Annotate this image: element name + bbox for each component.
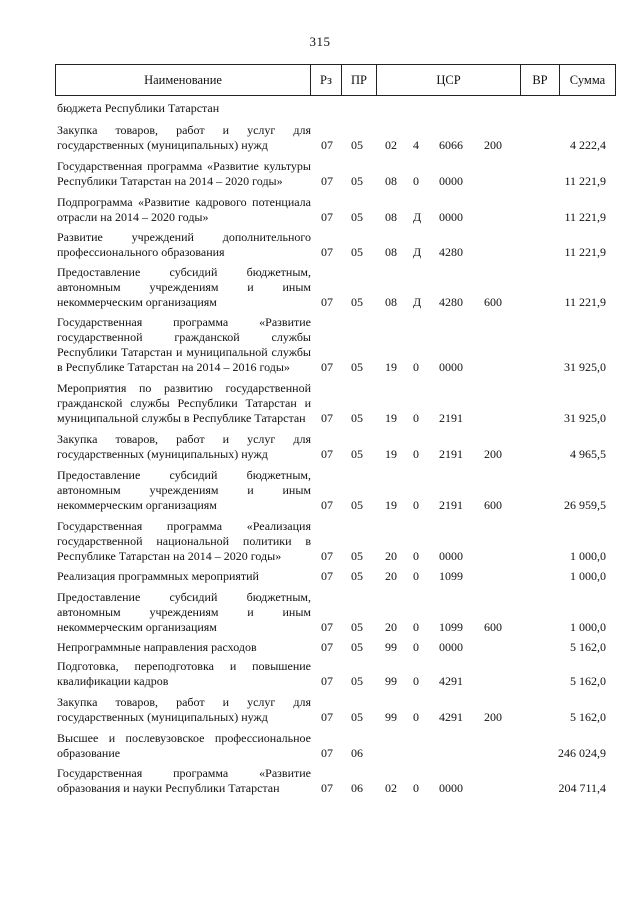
cell-csr-program: 08 (385, 295, 397, 309)
cell-csr-subprogram: Д (413, 210, 422, 224)
cell-csr-subprogram: 0 (413, 620, 419, 634)
table-body (55, 101, 616, 796)
cell-rz: 07 (321, 174, 333, 188)
cell-pr: 05 (351, 447, 363, 461)
cell-rz: 07 (321, 138, 333, 152)
cell-rz: 07 (321, 569, 333, 583)
cell-pr: 05 (351, 674, 363, 688)
cell-sum: 5 162,0 (570, 674, 606, 688)
row-name: Государственная программа «Развитие образования и науки Республики Татарстан (57, 766, 311, 795)
cell-csr-subprogram: 0 (413, 411, 419, 425)
row-name: Подготовка, переподготовка и повышение квалификации кадров (57, 659, 311, 688)
cell-pr: 05 (351, 498, 363, 512)
cell-rz: 07 (321, 620, 333, 634)
cell-vr: 600 (484, 295, 502, 309)
cell-sum: 26 959,5 (564, 498, 606, 512)
cell-rz: 07 (321, 295, 333, 309)
cell-csr-direction: 0000 (439, 781, 463, 795)
cell-pr: 05 (351, 710, 363, 724)
cell-pr: 05 (351, 360, 363, 374)
cell-csr-subprogram: 0 (413, 360, 419, 374)
cell-vr: 600 (484, 620, 502, 634)
table-row (55, 659, 616, 689)
cell-sum: 31 925,0 (564, 411, 606, 425)
cell-csr-direction: 4291 (439, 710, 463, 724)
cell-csr-program: 19 (385, 447, 397, 461)
cell-csr-program: 08 (385, 174, 397, 188)
cell-csr-program: 19 (385, 411, 397, 425)
cell-pr: 05 (351, 549, 363, 563)
cell-vr: 200 (484, 447, 502, 461)
cell-rz: 07 (321, 746, 333, 760)
table-row (55, 315, 616, 375)
cell-pr: 05 (351, 245, 363, 259)
row-name: Закупка товаров, работ и услуг для государственных (муниципальных) нужд (57, 123, 311, 152)
row-name: бюджета Республики Татарстан (57, 101, 220, 115)
cell-csr-subprogram: 0 (413, 174, 419, 188)
cell-rz: 07 (321, 781, 333, 795)
cell-vr: 200 (484, 138, 502, 152)
cell-csr-program: 99 (385, 640, 397, 654)
row-name: Мероприятия по развитию государственной гражданской службы Республики Татарстан и муниципальной службы в Республике Татарстан (57, 381, 311, 425)
cell-vr: 600 (484, 498, 502, 512)
cell-sum: 1 000,0 (570, 569, 606, 583)
row-name: Непрограммные направления расходов (57, 640, 257, 654)
cell-csr-direction: 1099 (439, 620, 463, 634)
cell-csr-subprogram: 0 (413, 674, 419, 688)
cell-pr: 05 (351, 411, 363, 425)
table-row (55, 590, 616, 635)
header-name: Наименование (55, 65, 311, 95)
table-row (55, 432, 616, 462)
cell-csr-direction: 0000 (439, 210, 463, 224)
cell-sum: 4 965,5 (570, 447, 606, 461)
table-row (55, 766, 616, 796)
cell-csr-program: 19 (385, 498, 397, 512)
cell-csr-program: 08 (385, 245, 397, 259)
row-name: Предоставление субсидий бюджетным, автономным учреждениям и иным некоммерческим организациям (57, 265, 311, 309)
row-name: Высшее и послевузовское профессиональное образование (57, 731, 311, 760)
table-row (55, 640, 616, 655)
cell-csr-direction: 0000 (439, 360, 463, 374)
table-row (55, 519, 616, 564)
cell-pr: 05 (351, 640, 363, 654)
row-name: Государственная программа «Реализация государственной национальной политики в Республике Татарстан на 2014 – 2020 годы» (57, 519, 311, 563)
cell-csr-program: 08 (385, 210, 397, 224)
cell-pr: 05 (351, 569, 363, 583)
cell-csr-subprogram: Д (413, 245, 422, 259)
cell-sum: 5 162,0 (570, 640, 606, 654)
cell-csr-program: 20 (385, 620, 397, 634)
cell-csr-program: 02 (385, 781, 397, 795)
cell-csr-program: 99 (385, 674, 397, 688)
cell-sum: 11 221,9 (564, 245, 606, 259)
header-csr: ЦСР (377, 65, 521, 95)
table-header (55, 64, 616, 96)
cell-csr-subprogram: 4 (413, 138, 419, 152)
cell-csr-direction: 4280 (439, 245, 463, 259)
cell-sum: 246 024,9 (558, 746, 606, 760)
header-sum: Сумма (560, 65, 616, 95)
table-row (55, 101, 616, 116)
cell-csr-program: 19 (385, 360, 397, 374)
cell-sum: 11 221,9 (564, 210, 606, 224)
row-name: Развитие учреждений дополнительного профессионального образования (57, 230, 311, 259)
table-row (55, 731, 616, 761)
table-row (55, 265, 616, 310)
row-name: Закупка товаров, работ и услуг для государственных (муниципальных) нужд (57, 432, 311, 461)
cell-rz: 07 (321, 447, 333, 461)
cell-csr-direction: 1099 (439, 569, 463, 583)
cell-pr: 05 (351, 295, 363, 309)
cell-csr-direction: 2191 (439, 447, 463, 461)
cell-rz: 07 (321, 411, 333, 425)
cell-csr-subprogram: 0 (413, 447, 419, 461)
cell-csr-program: 20 (385, 569, 397, 583)
cell-sum: 5 162,0 (570, 710, 606, 724)
cell-vr: 200 (484, 710, 502, 724)
table-row (55, 468, 616, 513)
cell-sum: 11 221,9 (564, 174, 606, 188)
cell-rz: 07 (321, 549, 333, 563)
cell-pr: 06 (351, 746, 363, 760)
cell-sum: 1 000,0 (570, 620, 606, 634)
cell-csr-direction: 0000 (439, 174, 463, 188)
cell-rz: 07 (321, 710, 333, 724)
cell-csr-program: 02 (385, 138, 397, 152)
row-name: Государственная программа «Развитие государственной гражданской службы Республики Татарстан и муниципальной службы в Республике Татарстан на 2014 – 2016 годы» (57, 315, 311, 374)
table-row (55, 230, 616, 260)
cell-csr-subprogram: Д (413, 295, 422, 309)
cell-csr-subprogram: 0 (413, 549, 419, 563)
row-name: Государственная программа «Развитие культуры Республики Татарстан на 2014 – 2020 годы» (57, 159, 311, 188)
cell-csr-direction: 2191 (439, 498, 463, 512)
row-name: Предоставление субсидий бюджетным, автономным учреждениям и иным некоммерческим организациям (57, 468, 311, 512)
table-row (55, 159, 616, 189)
cell-sum: 204 711,4 (558, 781, 606, 795)
header-rz: Рз (311, 65, 342, 95)
row-name: Предоставление субсидий бюджетным, автономным учреждениям и иным некоммерческим организациям (57, 590, 311, 634)
cell-rz: 07 (321, 210, 333, 224)
cell-sum: 11 221,9 (564, 295, 606, 309)
cell-csr-subprogram: 0 (413, 569, 419, 583)
cell-sum: 1 000,0 (570, 549, 606, 563)
cell-csr-direction: 0000 (439, 549, 463, 563)
cell-csr-subprogram: 0 (413, 498, 419, 512)
cell-csr-direction: 4291 (439, 674, 463, 688)
cell-pr: 05 (351, 174, 363, 188)
cell-csr-direction: 4280 (439, 295, 463, 309)
table-row (55, 695, 616, 725)
cell-rz: 07 (321, 360, 333, 374)
cell-rz: 07 (321, 674, 333, 688)
row-name: Подпрограмма «Развитие кадрового потенциала отрасли на 2014 – 2020 годы» (57, 195, 311, 224)
table-row (55, 381, 616, 426)
cell-sum: 4 222,4 (570, 138, 606, 152)
cell-pr: 05 (351, 138, 363, 152)
cell-pr: 06 (351, 781, 363, 795)
cell-csr-direction: 2191 (439, 411, 463, 425)
cell-rz: 07 (321, 245, 333, 259)
page-number: 315 (309, 34, 331, 49)
header-pr: ПР (342, 65, 377, 95)
cell-csr-program: 99 (385, 710, 397, 724)
cell-csr-subprogram: 0 (413, 710, 419, 724)
cell-csr-program: 20 (385, 549, 397, 563)
cell-csr-direction: 0000 (439, 640, 463, 654)
header-vr: ВР (521, 65, 560, 95)
cell-rz: 07 (321, 498, 333, 512)
table-row (55, 195, 616, 225)
row-name: Реализация программных мероприятий (57, 569, 259, 583)
cell-csr-subprogram: 0 (413, 640, 419, 654)
cell-csr-subprogram: 0 (413, 781, 419, 795)
budget-table (55, 64, 616, 796)
row-name: Закупка товаров, работ и услуг для государственных (муниципальных) нужд (57, 695, 311, 724)
table-row (55, 123, 616, 153)
cell-sum: 31 925,0 (564, 360, 606, 374)
cell-pr: 05 (351, 620, 363, 634)
cell-rz: 07 (321, 640, 333, 654)
table-row (55, 569, 616, 584)
cell-csr-direction: 6066 (439, 138, 463, 152)
cell-pr: 05 (351, 210, 363, 224)
